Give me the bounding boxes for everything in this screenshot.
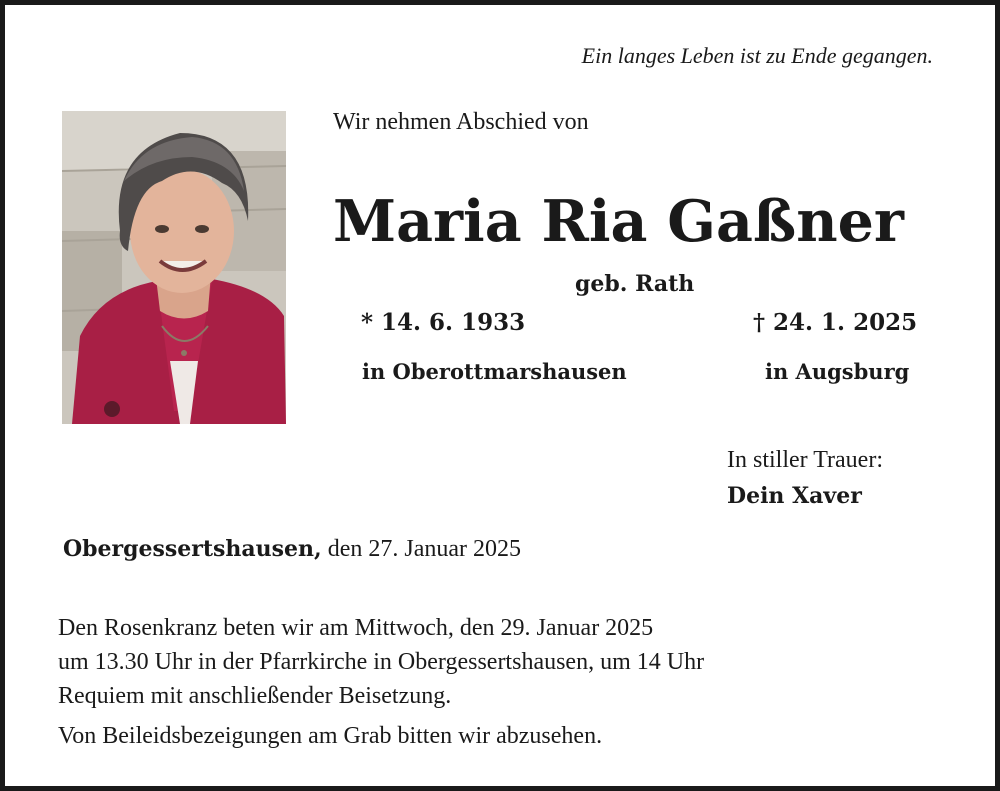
portrait-photo <box>62 111 286 424</box>
death-date: † 24. 1. 2025 <box>753 309 918 336</box>
service-line: um 13.30 Uhr in der Pfarrkirche in Obergessertshausen, um 14 Uhr <box>58 649 705 675</box>
birth-place: in Oberottmarshausen <box>362 359 627 384</box>
death-place: in Augsburg <box>765 359 910 384</box>
birth-date: * 14. 6. 1933 <box>361 309 526 336</box>
service-notice <box>58 611 704 713</box>
mourning-label: In stiller Trauer: <box>727 447 883 473</box>
date: den 27. Januar 2025 <box>321 536 522 562</box>
intro-line: Wir nehmen Abschied von <box>333 109 589 135</box>
service-line: Den Rosenkranz beten wir am Mittwoch, den 29. Januar 2025 <box>58 615 654 641</box>
birth-name: geb. Rath <box>575 271 695 297</box>
location-date-line <box>63 536 521 563</box>
motto-line: Ein langes Leben ist zu Ende gegangen. <box>581 43 933 68</box>
deceased-name: Maria Ria Gaßner <box>333 188 904 255</box>
location: Obergessertshausen, <box>63 536 322 562</box>
service-line: Requiem mit anschließender Beisetzung. <box>58 683 452 709</box>
condolence-note: Von Beileidsbezeigungen am Grab bitten wir abzusehen. <box>58 723 603 749</box>
mourner-name: Dein Xaver <box>727 483 862 509</box>
